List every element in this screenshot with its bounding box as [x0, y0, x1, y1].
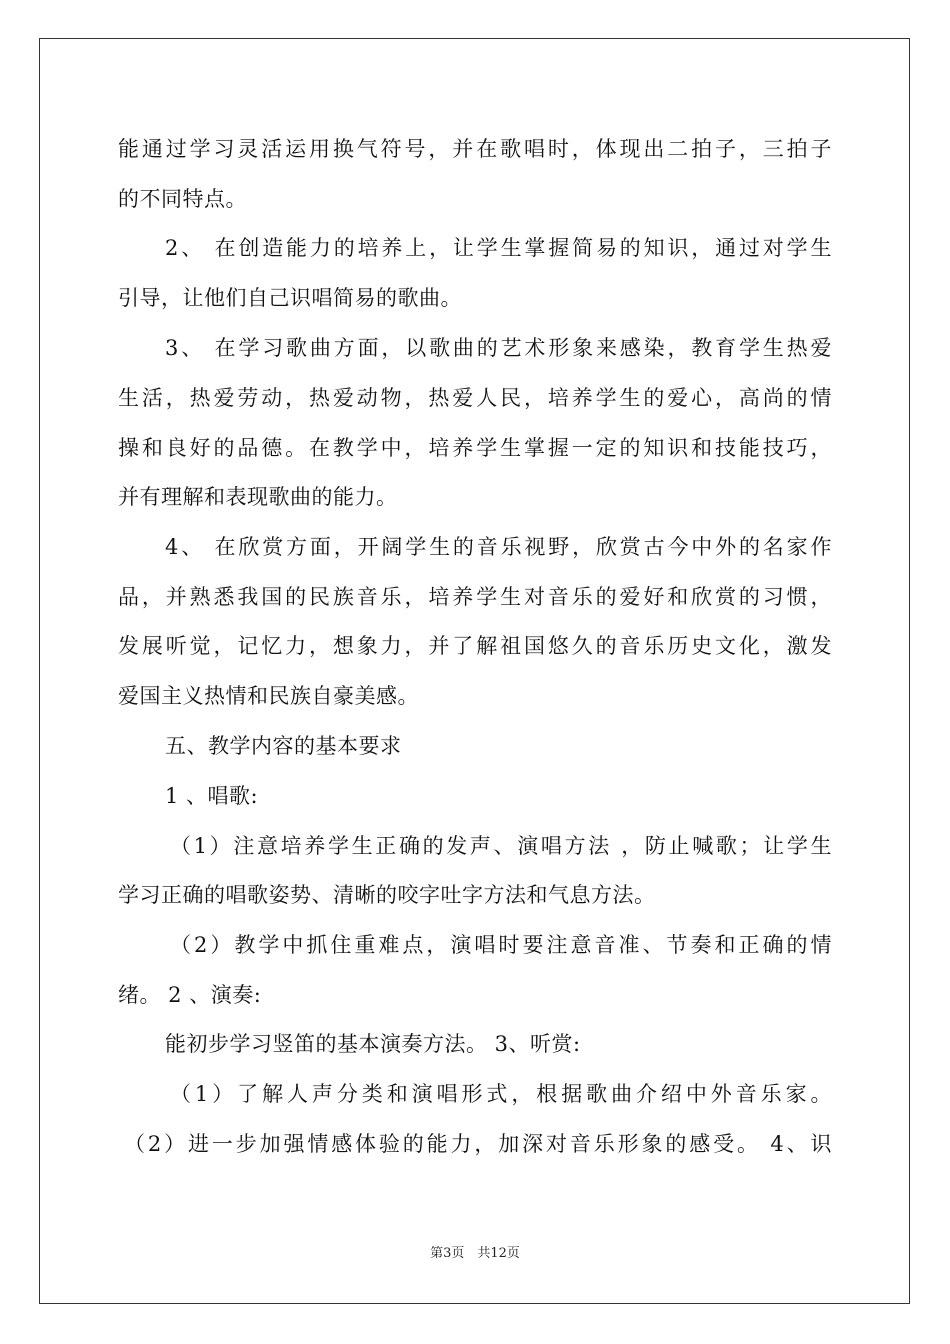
text-line: 发展听觉，记忆力，想象力，并了解祖国悠久的音乐历史文化，激发	[118, 634, 832, 658]
text-line: （2）教学中抓住重难点，演唱时要注意音准、节奏和正确的情	[170, 933, 832, 957]
text-line: 生活，热爱劳动，热爱动物，热爱人民，培养学生的爱心，高尚的情	[118, 386, 832, 410]
text-line: 学习正确的唱歌姿势、清晰的咬字吐字方法和气息方法。	[118, 883, 656, 907]
text-line: 引导，让他们自己识唱简易的歌曲。	[118, 286, 462, 310]
subsection-heading: 1 、唱歌:	[165, 784, 259, 808]
text-line: 操和良好的品德。在教学中，培养学生掌握一定的知识和技能技巧，	[118, 436, 832, 460]
page-border	[39, 38, 910, 1304]
text-line: 绪。 2 、演奏:	[118, 983, 262, 1007]
text-line: 能通过学习灵活运用换气符号，并在歌唱时，体现出二拍子，三拍子	[118, 137, 832, 161]
section-heading: 五、教学内容的基本要求	[165, 734, 402, 758]
text-line: 品，并熟悉我国的民族音乐，培养学生对音乐的爱好和欣赏的习惯，	[118, 585, 832, 609]
text-line: （2）进一步加强情感体验的能力，加深对音乐形象的感受。 4、识	[124, 1132, 832, 1156]
text-line: 2、 在创造能力的培养上，让学生掌握简易的知识，通过对学生	[165, 236, 832, 260]
text-line: （1）注意培养学生正确的发声、演唱方法 ，防止喊歌；让学生	[170, 834, 832, 858]
text-line: 4、 在欣赏方面，开阔学生的音乐视野，欣赏古今中外的名家作	[165, 535, 832, 559]
text-line: 爱国主义热情和民族自豪美感。	[118, 684, 419, 708]
text-line: （1）了解人声分类和演唱形式，根据歌曲介绍中外音乐家。	[170, 1082, 832, 1106]
page-number: 第3页 共12页	[430, 1246, 520, 1261]
text-line: 3、 在学习歌曲方面，以歌曲的艺术形象来感染，教育学生热爱	[165, 336, 832, 360]
text-line: 的不同特点。	[118, 187, 247, 211]
text-line: 并有理解和表现歌曲的能力。	[118, 485, 398, 509]
text-line: 能初步学习竖笛的基本演奏方法。 3、听赏:	[165, 1032, 581, 1056]
